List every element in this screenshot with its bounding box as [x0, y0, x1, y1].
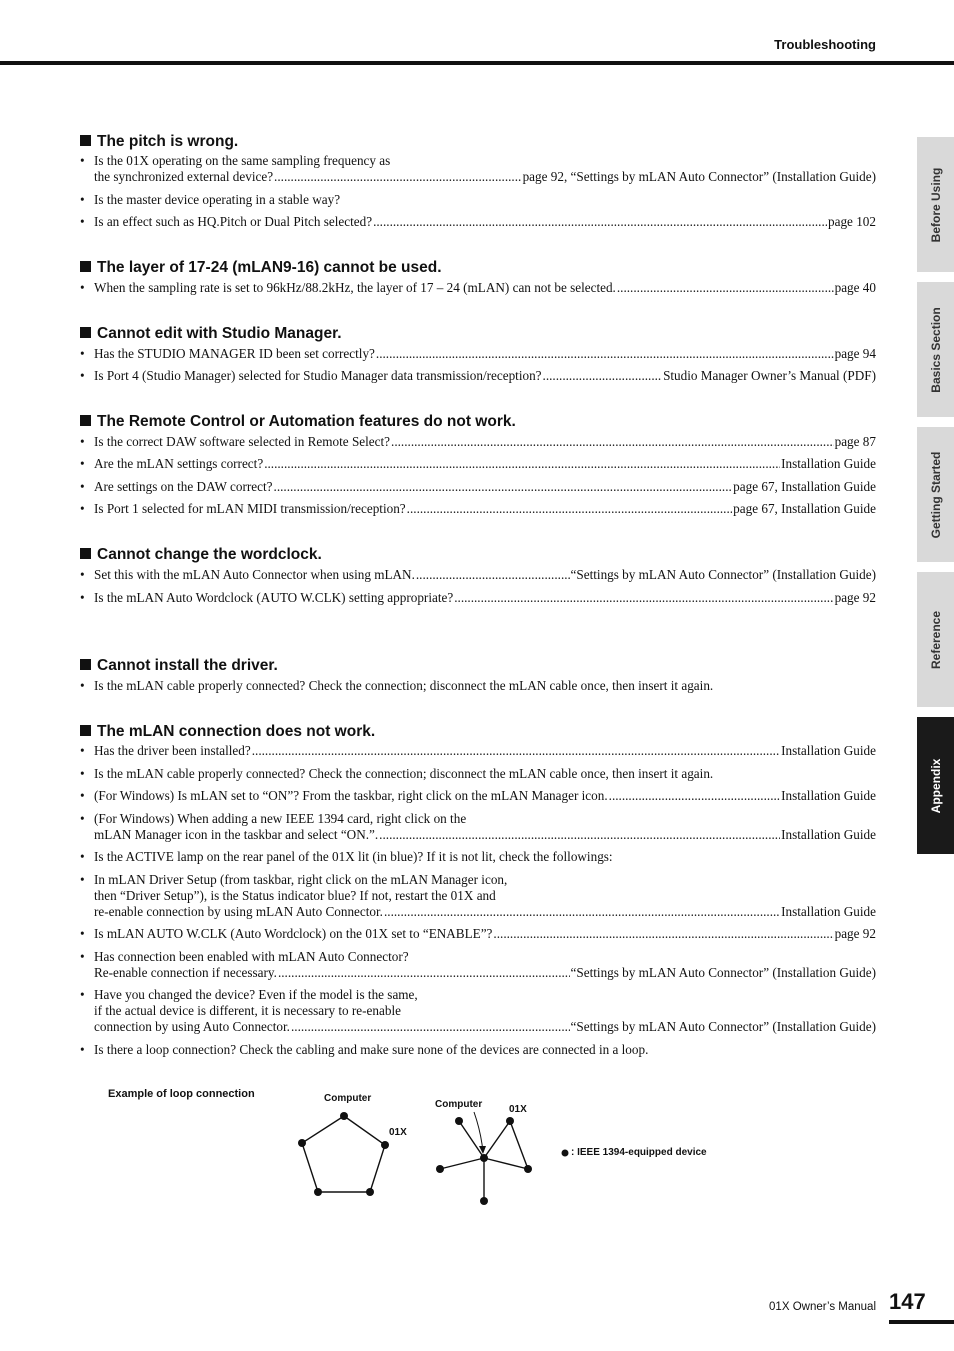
- legend-node-icon: [562, 1150, 569, 1157]
- list-item: • Is an effect such as HQ.Pitch or Dual Pitch selected? ..... page 102: [80, 214, 876, 230]
- list-item: • (For Windows) Is mLAN set to “ON”? From the taskbar, right click on the mLAN Manager icon. ..... Installation Guide: [80, 788, 876, 804]
- bullet-icon: •: [80, 849, 85, 864]
- list-item: • Is Port 4 (Studio Manager) selected for Studio Manager data transmission/reception? ..... Studio Manager Owner’s Manual (PDF): [80, 368, 876, 384]
- bullet-icon: •: [80, 280, 85, 295]
- section-heading-remote: The Remote Control or Automation features do not work.: [80, 413, 516, 431]
- page-reference: page 87: [834, 434, 876, 449]
- list-item: • (For Windows) When adding a new IEEE 1394 card, right click on the mLAN Manager icon in the taskbar and select “ON.”. ..... Installation Guide: [80, 811, 876, 843]
- diagram-label-01x-right: 01X: [509, 1104, 527, 1115]
- tab-label: Getting Started: [928, 451, 943, 538]
- tab-label: Reference: [928, 610, 943, 669]
- tab-label: Appendix: [928, 758, 943, 813]
- list-item: • Is the correct DAW software selected in Remote Select? ..... page 87: [80, 434, 876, 450]
- section-heading-wordclock: Cannot change the wordclock.: [80, 546, 322, 564]
- page-reference: Installation Guide: [781, 743, 876, 758]
- page-reference: page 67, Installation Guide: [733, 501, 876, 516]
- device-node-icon: [480, 1197, 488, 1205]
- bullet-icon: •: [80, 590, 85, 605]
- list-item: • Is the master device operating in a stable way?: [80, 192, 341, 207]
- list-item: • Is the ACTIVE lamp on the rear panel of the 01X lit (in blue)? If it is not lit, check the followings:: [80, 849, 613, 864]
- device-node-icon: [366, 1188, 374, 1196]
- footer-rule: [889, 1320, 954, 1324]
- list-item: • Has the STUDIO MANAGER ID been set correctly? ..... page 94: [80, 346, 876, 362]
- page-reference: Installation Guide: [781, 904, 876, 919]
- page-reference: Installation Guide: [781, 788, 876, 803]
- bullet-icon: •: [80, 501, 85, 516]
- list-item: • In mLAN Driver Setup (from taskbar, right click on the mLAN Manager icon, then “Driver Setup”), is the Status indicator blue? If not, restart the 01X and re-enable connection by using mLAN Auto Connector. ..... Installation Guide: [80, 872, 876, 920]
- list-item: • Are the mLAN settings correct? ..... Installation Guide: [80, 456, 876, 472]
- bullet-icon: •: [80, 192, 85, 207]
- diagram-caption: Example of loop connection: [108, 1088, 255, 1100]
- list-item: • Is the mLAN Auto Wordclock (AUTO W.CLK) setting appropriate? ..... page 92: [80, 590, 876, 606]
- list-item: • Is Port 1 selected for mLAN MIDI transmission/reception? ..... page 67, Installation Guide: [80, 501, 876, 517]
- bullet-icon: •: [80, 479, 85, 494]
- page-reference: Installation Guide: [781, 456, 876, 471]
- footer-manual-title: 01X Owner’s Manual: [769, 1301, 876, 1313]
- diagram-label-computer-left: Computer: [324, 1093, 372, 1104]
- section-heading-mlan-connection: The mLAN connection does not work.: [80, 723, 375, 741]
- device-node-icon: [506, 1117, 514, 1125]
- bullet-icon: •: [80, 434, 85, 449]
- bullet-icon: •: [80, 788, 85, 803]
- tab-label: Basics Section: [928, 306, 943, 393]
- section-heading-driver: Cannot install the driver.: [80, 657, 278, 675]
- bullet-icon: •: [80, 1042, 85, 1057]
- list-item: • Have you changed the device? Even if the model is the same, if the actual device is different, it is necessary to re-enable connection by using Auto Connector. ..... “Settings by mLAN Auto Connector” (Installation Guide): [80, 987, 876, 1035]
- page-reference: page 102: [828, 214, 876, 229]
- bullet-icon: •: [80, 153, 85, 168]
- bullet-icon: •: [80, 811, 85, 826]
- page-reference: page 92: [834, 926, 876, 941]
- list-item: • Is the 01X operating on the same sampling frequency as the synchronized external device? ..... page 92, “Settings by mLAN Auto Connector” (Installation Guide): [80, 153, 876, 185]
- loop-pentagon: [302, 1116, 385, 1192]
- list-item: • Is the mLAN cable properly connected? Check the connection; disconnect the mLAN cable once, then insert it again.: [80, 766, 714, 781]
- device-node-icon: [524, 1165, 532, 1173]
- bullet-icon: •: [80, 346, 85, 361]
- list-item: • Is there a loop connection? Check the cabling and make sure none of the devices are connected in a loop.: [80, 1042, 649, 1057]
- bullet-icon: •: [80, 987, 85, 1002]
- diagram-legend: : IEEE 1394-equipped device: [571, 1147, 707, 1158]
- page-reference: “Settings by mLAN Auto Connector” (Installation Guide): [570, 567, 876, 582]
- page-reference: page 40: [834, 280, 876, 295]
- list-item: • Has connection been enabled with mLAN Auto Connector? Re-enable connection if necessary. ..... “Settings by mLAN Auto Connector” (Installation Guide): [80, 949, 876, 981]
- page-reference: page 92, “Settings by mLAN Auto Connector” (Installation Guide): [522, 169, 876, 184]
- bullet-icon: •: [80, 214, 85, 229]
- page-reference: Installation Guide: [781, 827, 876, 842]
- list-item: • Is mLAN AUTO W.CLK (Auto Wordclock) on the 01X set to “ENABLE”? ..... page 92: [80, 926, 876, 942]
- bullet-icon: •: [80, 567, 85, 582]
- bullet-icon: •: [80, 456, 85, 471]
- bullet-icon: •: [80, 766, 85, 781]
- bullet-icon: •: [80, 743, 85, 758]
- list-item: • Set this with the mLAN Auto Connector when using mLAN. ..... “Settings by mLAN Auto Connector” (Installation Guide): [80, 567, 876, 583]
- page-reference: page 94: [834, 346, 876, 361]
- section-heading-studio-manager: Cannot edit with Studio Manager.: [80, 325, 342, 343]
- page-number: 147: [889, 1289, 926, 1314]
- device-node-icon: [436, 1165, 444, 1173]
- page-reference: page 67, Installation Guide: [733, 479, 876, 494]
- bullet-icon: •: [80, 949, 85, 964]
- device-node-icon: [480, 1154, 488, 1162]
- list-item: • Are settings on the DAW correct? ..... page 67, Installation Guide: [80, 479, 876, 495]
- device-node-icon: [314, 1188, 322, 1196]
- page-reference: Studio Manager Owner’s Manual (PDF): [663, 368, 876, 383]
- running-header: Troubleshooting: [774, 37, 876, 52]
- bullet-icon: •: [80, 678, 85, 693]
- page-reference: “Settings by mLAN Auto Connector” (Installation Guide): [570, 965, 876, 980]
- list-item: • Is the mLAN cable properly connected? Check the connection; disconnect the mLAN cable once, then insert it again.: [80, 678, 714, 693]
- tab-label: Before Using: [928, 167, 943, 242]
- page-reference: page 92: [834, 590, 876, 605]
- list-item: • When the sampling rate is set to 96kHz/88.2kHz, the layer of 17 – 24 (mLAN) can not be selected. ..... page 40: [80, 280, 876, 296]
- section-heading-pitch: The pitch is wrong.: [80, 133, 238, 151]
- bullet-icon: •: [80, 872, 85, 887]
- section-heading-layer: The layer of 17-24 (mLAN9-16) cannot be used.: [80, 259, 442, 277]
- diagram-label-01x-left: 01X: [389, 1127, 407, 1138]
- device-node-icon: [340, 1112, 348, 1120]
- device-node-icon: [381, 1141, 389, 1149]
- device-node-icon: [455, 1117, 463, 1125]
- bullet-icon: •: [80, 368, 85, 383]
- diagram-label-computer-right: Computer: [435, 1099, 483, 1110]
- bullet-icon: •: [80, 926, 85, 941]
- list-item: • Has the driver been installed? ..... Installation Guide: [80, 743, 876, 759]
- page-reference: “Settings by mLAN Auto Connector” (Installation Guide): [570, 1019, 876, 1034]
- device-node-icon: [298, 1139, 306, 1147]
